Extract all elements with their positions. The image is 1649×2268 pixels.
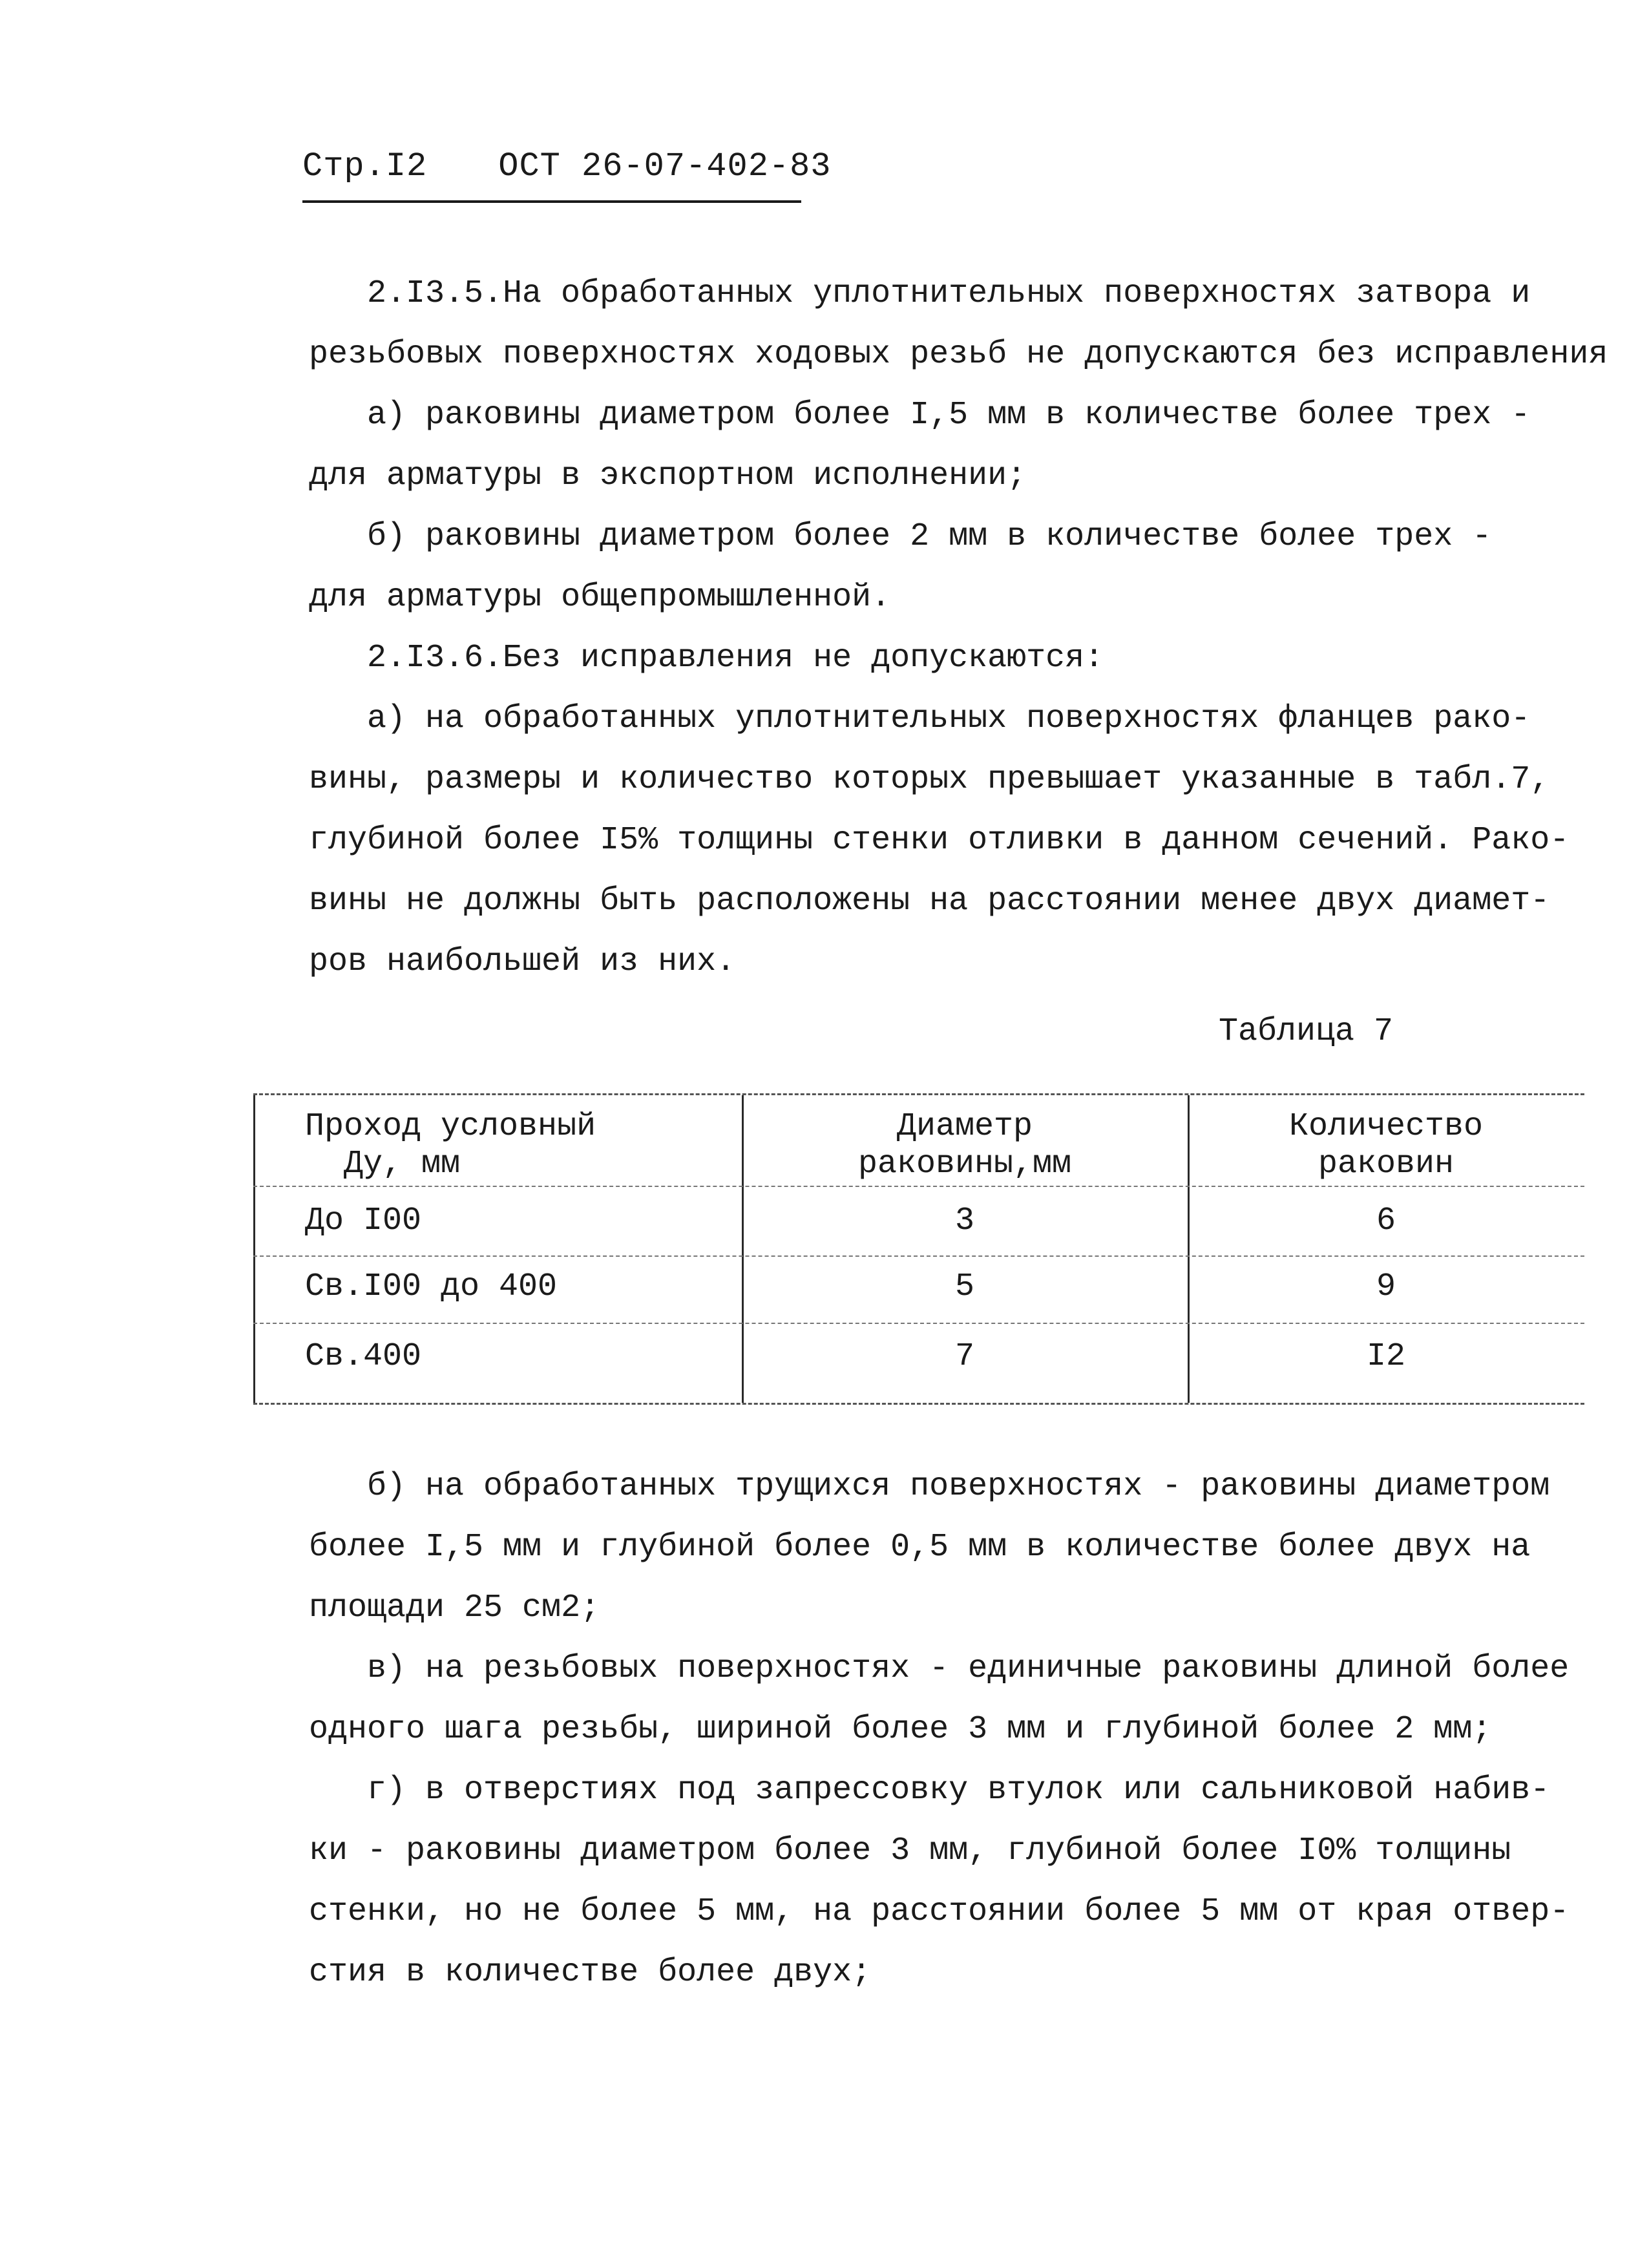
table-header-cell <box>305 1108 596 1183</box>
table-header-cell <box>1188 1108 1584 1183</box>
table-row-divider <box>253 1186 1584 1187</box>
text-line: ки - раковины диаметром более 3 мм, глубиной более I0% толщины <box>309 1832 1511 1869</box>
text-line: стия в количестве более двух; <box>309 1954 872 1991</box>
table-cell: Св.I00 до 400 <box>305 1268 558 1305</box>
header-line: Диаметр <box>896 1108 1033 1145</box>
header-line: раковины,мм <box>857 1146 1072 1182</box>
text-line: б) раковины диаметром более 2 мм в количестве более трех - <box>367 518 1492 555</box>
header-line: раковин <box>1318 1146 1455 1182</box>
text-line: вины, размеры и количество которых превышает указанные в табл.7, <box>309 761 1550 798</box>
text-line: одного шага резьбы, шириной более 3 мм и глубиной более 2 мм; <box>309 1711 1492 1748</box>
header-underline <box>302 200 801 203</box>
text-line: а) раковины диаметром более I,5 мм в количестве более трех - <box>367 397 1531 434</box>
table-row-divider <box>253 1255 1584 1257</box>
text-line: 2.I3.6.Без исправления не допускаются: <box>367 640 1104 677</box>
table-cell: 5 <box>954 1268 974 1305</box>
text-line: более I,5 мм и глубиной более 0,5 мм в количестве более двух на <box>309 1529 1531 1566</box>
text-line: для арматуры в экспортном исполнении; <box>309 457 1027 494</box>
text-line: вины не должны быть расположены на расстоянии менее двух диамет- <box>309 883 1550 919</box>
text-line: площади 25 см2; <box>309 1590 600 1626</box>
table-border-left <box>253 1095 255 1403</box>
table-cell: 7 <box>954 1338 974 1375</box>
table-cell: 3 <box>954 1202 974 1239</box>
text-line: ров наибольшей из них. <box>309 943 736 980</box>
text-line: г) в отверстиях под запрессовку втулок или сальниковой набив- <box>367 1772 1550 1809</box>
table-cell: 9 <box>1376 1268 1396 1305</box>
header-line: Количество <box>1288 1108 1484 1145</box>
table-cell: Св.400 <box>305 1338 422 1375</box>
text-line: 2.I3.5.На обработанных уплотнительных поверхностях затвора и <box>367 275 1531 312</box>
table-cell: 6 <box>1376 1202 1396 1239</box>
table-header-cell <box>742 1108 1188 1183</box>
body-text-top <box>309 264 1608 992</box>
page-header <box>302 147 832 185</box>
header-line: Проход условный <box>305 1108 596 1145</box>
text-line: резьбовых поверхностях ходовых резьб не допускаются без исправления <box>309 336 1608 373</box>
table-cell: I2 <box>1366 1338 1405 1375</box>
document-code: ОСТ 26-07-402-83 <box>498 147 832 185</box>
header-line: Ду, мм <box>344 1146 461 1182</box>
text-line: глубиной более I5% толщины стенки отливки в данном сечений. Рако- <box>309 822 1570 859</box>
text-line: для арматуры общепромышленной. <box>309 579 891 616</box>
text-line: б) на обработанных трущихся поверхностях - раковины диаметром <box>367 1468 1550 1505</box>
text-line: в) на резьбовых поверхностях - единичные раковины длиной более <box>367 1650 1570 1687</box>
table-caption: Таблица 7 <box>1219 1013 1394 1050</box>
table-row-divider <box>253 1323 1584 1324</box>
table-7 <box>253 1093 1584 1405</box>
table-cell: До I00 <box>305 1202 422 1239</box>
text-line: а) на обработанных уплотнительных поверхностях фланцев рако- <box>367 700 1531 737</box>
body-text-bottom <box>309 1456 1595 2003</box>
page-number: Стр.I2 <box>302 147 428 185</box>
text-line: стенки, но не более 5 мм, на расстоянии более 5 мм от края отвер- <box>309 1893 1570 1930</box>
